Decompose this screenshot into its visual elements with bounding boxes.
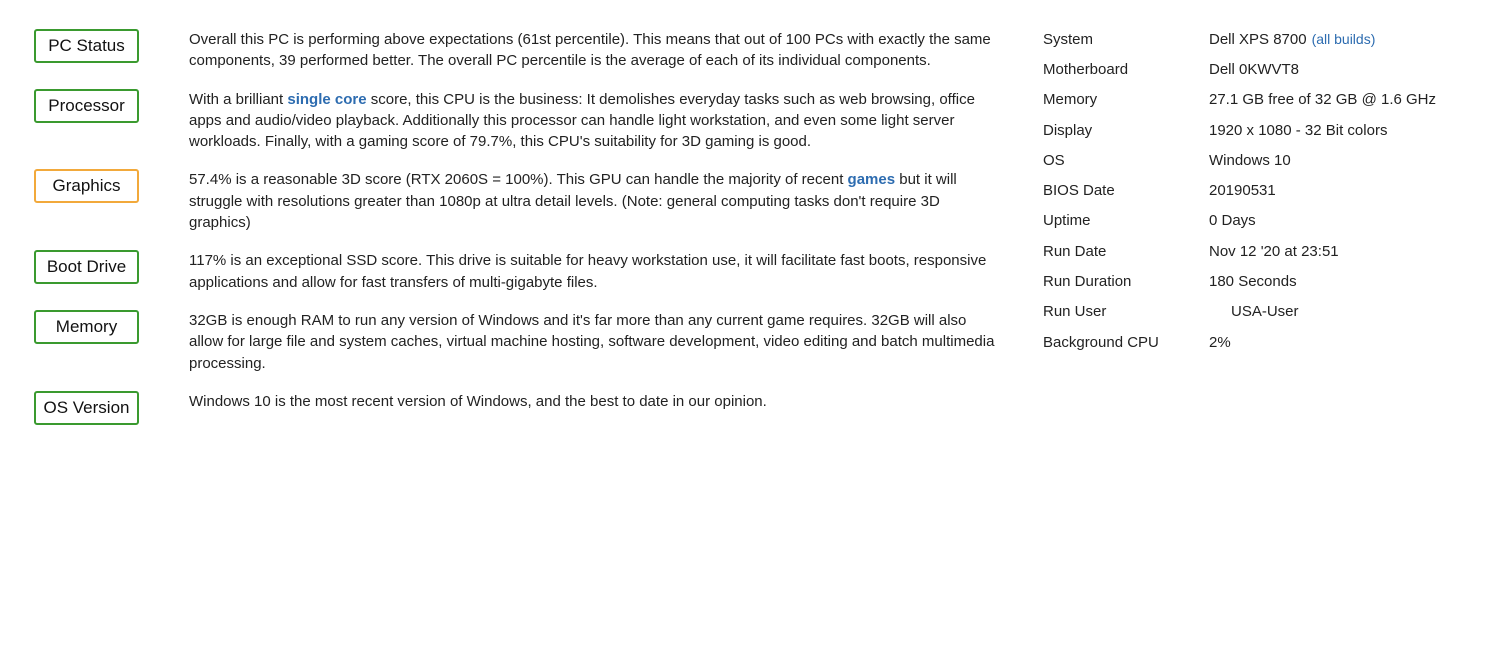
spec-row-os xyxy=(1043,145,1483,175)
spec-row-background-cpu xyxy=(1043,327,1483,357)
boot-drive-badge: Boot Drive xyxy=(34,250,139,284)
processor-text-before: With a brilliant xyxy=(189,90,288,108)
memory-badge: Memory xyxy=(34,310,139,344)
summary-row-pc-status xyxy=(34,28,1000,72)
spec-value: Windows 10 xyxy=(1209,151,1291,169)
spec-row-memory xyxy=(1043,85,1483,115)
spec-value xyxy=(1209,31,1375,48)
single-core-link[interactable]: single core xyxy=(287,90,367,108)
spec-key: Uptime xyxy=(1043,212,1091,230)
os-version-description: Windows 10 is the most recent version of Windows, and the best to date in our opinion. xyxy=(189,392,767,410)
system-specs xyxy=(1043,24,1483,357)
games-link[interactable]: games xyxy=(847,171,896,189)
spec-value: USA-User xyxy=(1231,303,1299,321)
spec-value: Dell 0KWVT8 xyxy=(1209,60,1300,78)
spec-key: Run User xyxy=(1043,303,1107,321)
all-builds-link[interactable]: (all builds) xyxy=(1311,30,1376,47)
summary-row-os-version xyxy=(34,390,1000,425)
spec-row-system xyxy=(1043,24,1483,54)
component-summary xyxy=(34,28,1000,425)
spec-key: System xyxy=(1043,30,1094,48)
summary-row-processor xyxy=(34,88,1000,153)
spec-row-motherboard xyxy=(1043,54,1483,84)
spec-value: Nov 12 '20 at 23:51 xyxy=(1209,242,1339,260)
spec-row-run-user xyxy=(1043,297,1483,327)
spec-key: Motherboard xyxy=(1043,60,1129,78)
spec-value: 27.1 GB free of 32 GB @ 1.6 GHz xyxy=(1209,91,1436,109)
spec-row-uptime xyxy=(1043,206,1483,236)
spec-value: 180 Seconds xyxy=(1209,273,1297,291)
os-version-badge: OS Version xyxy=(34,391,139,425)
processor-description xyxy=(189,88,999,153)
graphics-text-before: 57.4% is a reasonable 3D score (RTX 2060S = 100%). This GPU can handle the majority of recent xyxy=(189,171,848,189)
spec-key: OS xyxy=(1043,151,1065,169)
spec-row-run-duration xyxy=(1043,266,1483,296)
graphics-badge: Graphics xyxy=(34,169,139,203)
processor-badge: Processor xyxy=(34,89,139,123)
spec-row-run-date xyxy=(1043,236,1483,266)
system-name: Dell XPS 8700 xyxy=(1209,30,1307,48)
spec-key: Run Duration xyxy=(1043,273,1132,291)
pc-status-description: Overall this PC is performing above expectations (61st percentile). This means that out of 100 PCs with exactly the same components, 39 performed better. The overall PC percentile is the average of each of its individual components. xyxy=(189,31,991,70)
summary-row-memory xyxy=(34,309,1000,374)
summary-row-boot-drive xyxy=(34,249,1000,293)
spec-value: 2% xyxy=(1209,333,1231,351)
graphics-description xyxy=(189,168,999,233)
spec-row-bios-date xyxy=(1043,175,1483,205)
spec-value: 20190531 xyxy=(1209,182,1276,200)
boot-drive-description: 117% is an exceptional SSD score. This drive is suitable for heavy workstation use, it will facilitate fast boots, responsive applications and allow for fast transfers of multi-gigabyte files. xyxy=(189,252,987,291)
spec-key: Background CPU xyxy=(1043,333,1159,351)
spec-key: Run Date xyxy=(1043,242,1107,260)
spec-row-display xyxy=(1043,115,1483,145)
spec-key: Display xyxy=(1043,121,1093,139)
spec-key: BIOS Date xyxy=(1043,182,1115,200)
memory-description: 32GB is enough RAM to run any version of Windows and it's far more than any current game requires. 32GB will also allow for large file and system caches, virtual machine hosting, software development, video editing and batch multimedia processing. xyxy=(189,311,995,372)
graphics-text-after: but it will struggle with resolutions greater than 1080p at ultra detail levels. (Note: general computing tasks don't require 3D graphics) xyxy=(189,171,957,232)
spec-value: 0 Days xyxy=(1209,212,1256,230)
summary-row-graphics xyxy=(34,168,1000,233)
processor-text-after: score, this CPU is the business: It demolishes everyday tasks such as web browsing, office apps and audio/video playback. Additionally this processor can handle light workstation, and even some light server workloads. Finally, with a gaming score of 79.7%, this CPU's suitability for 3D gaming is good. xyxy=(189,90,975,151)
spec-key: Memory xyxy=(1043,91,1098,109)
pc-status-badge: PC Status xyxy=(34,29,139,63)
spec-value: 1920 x 1080 - 32 Bit colors xyxy=(1209,121,1388,139)
